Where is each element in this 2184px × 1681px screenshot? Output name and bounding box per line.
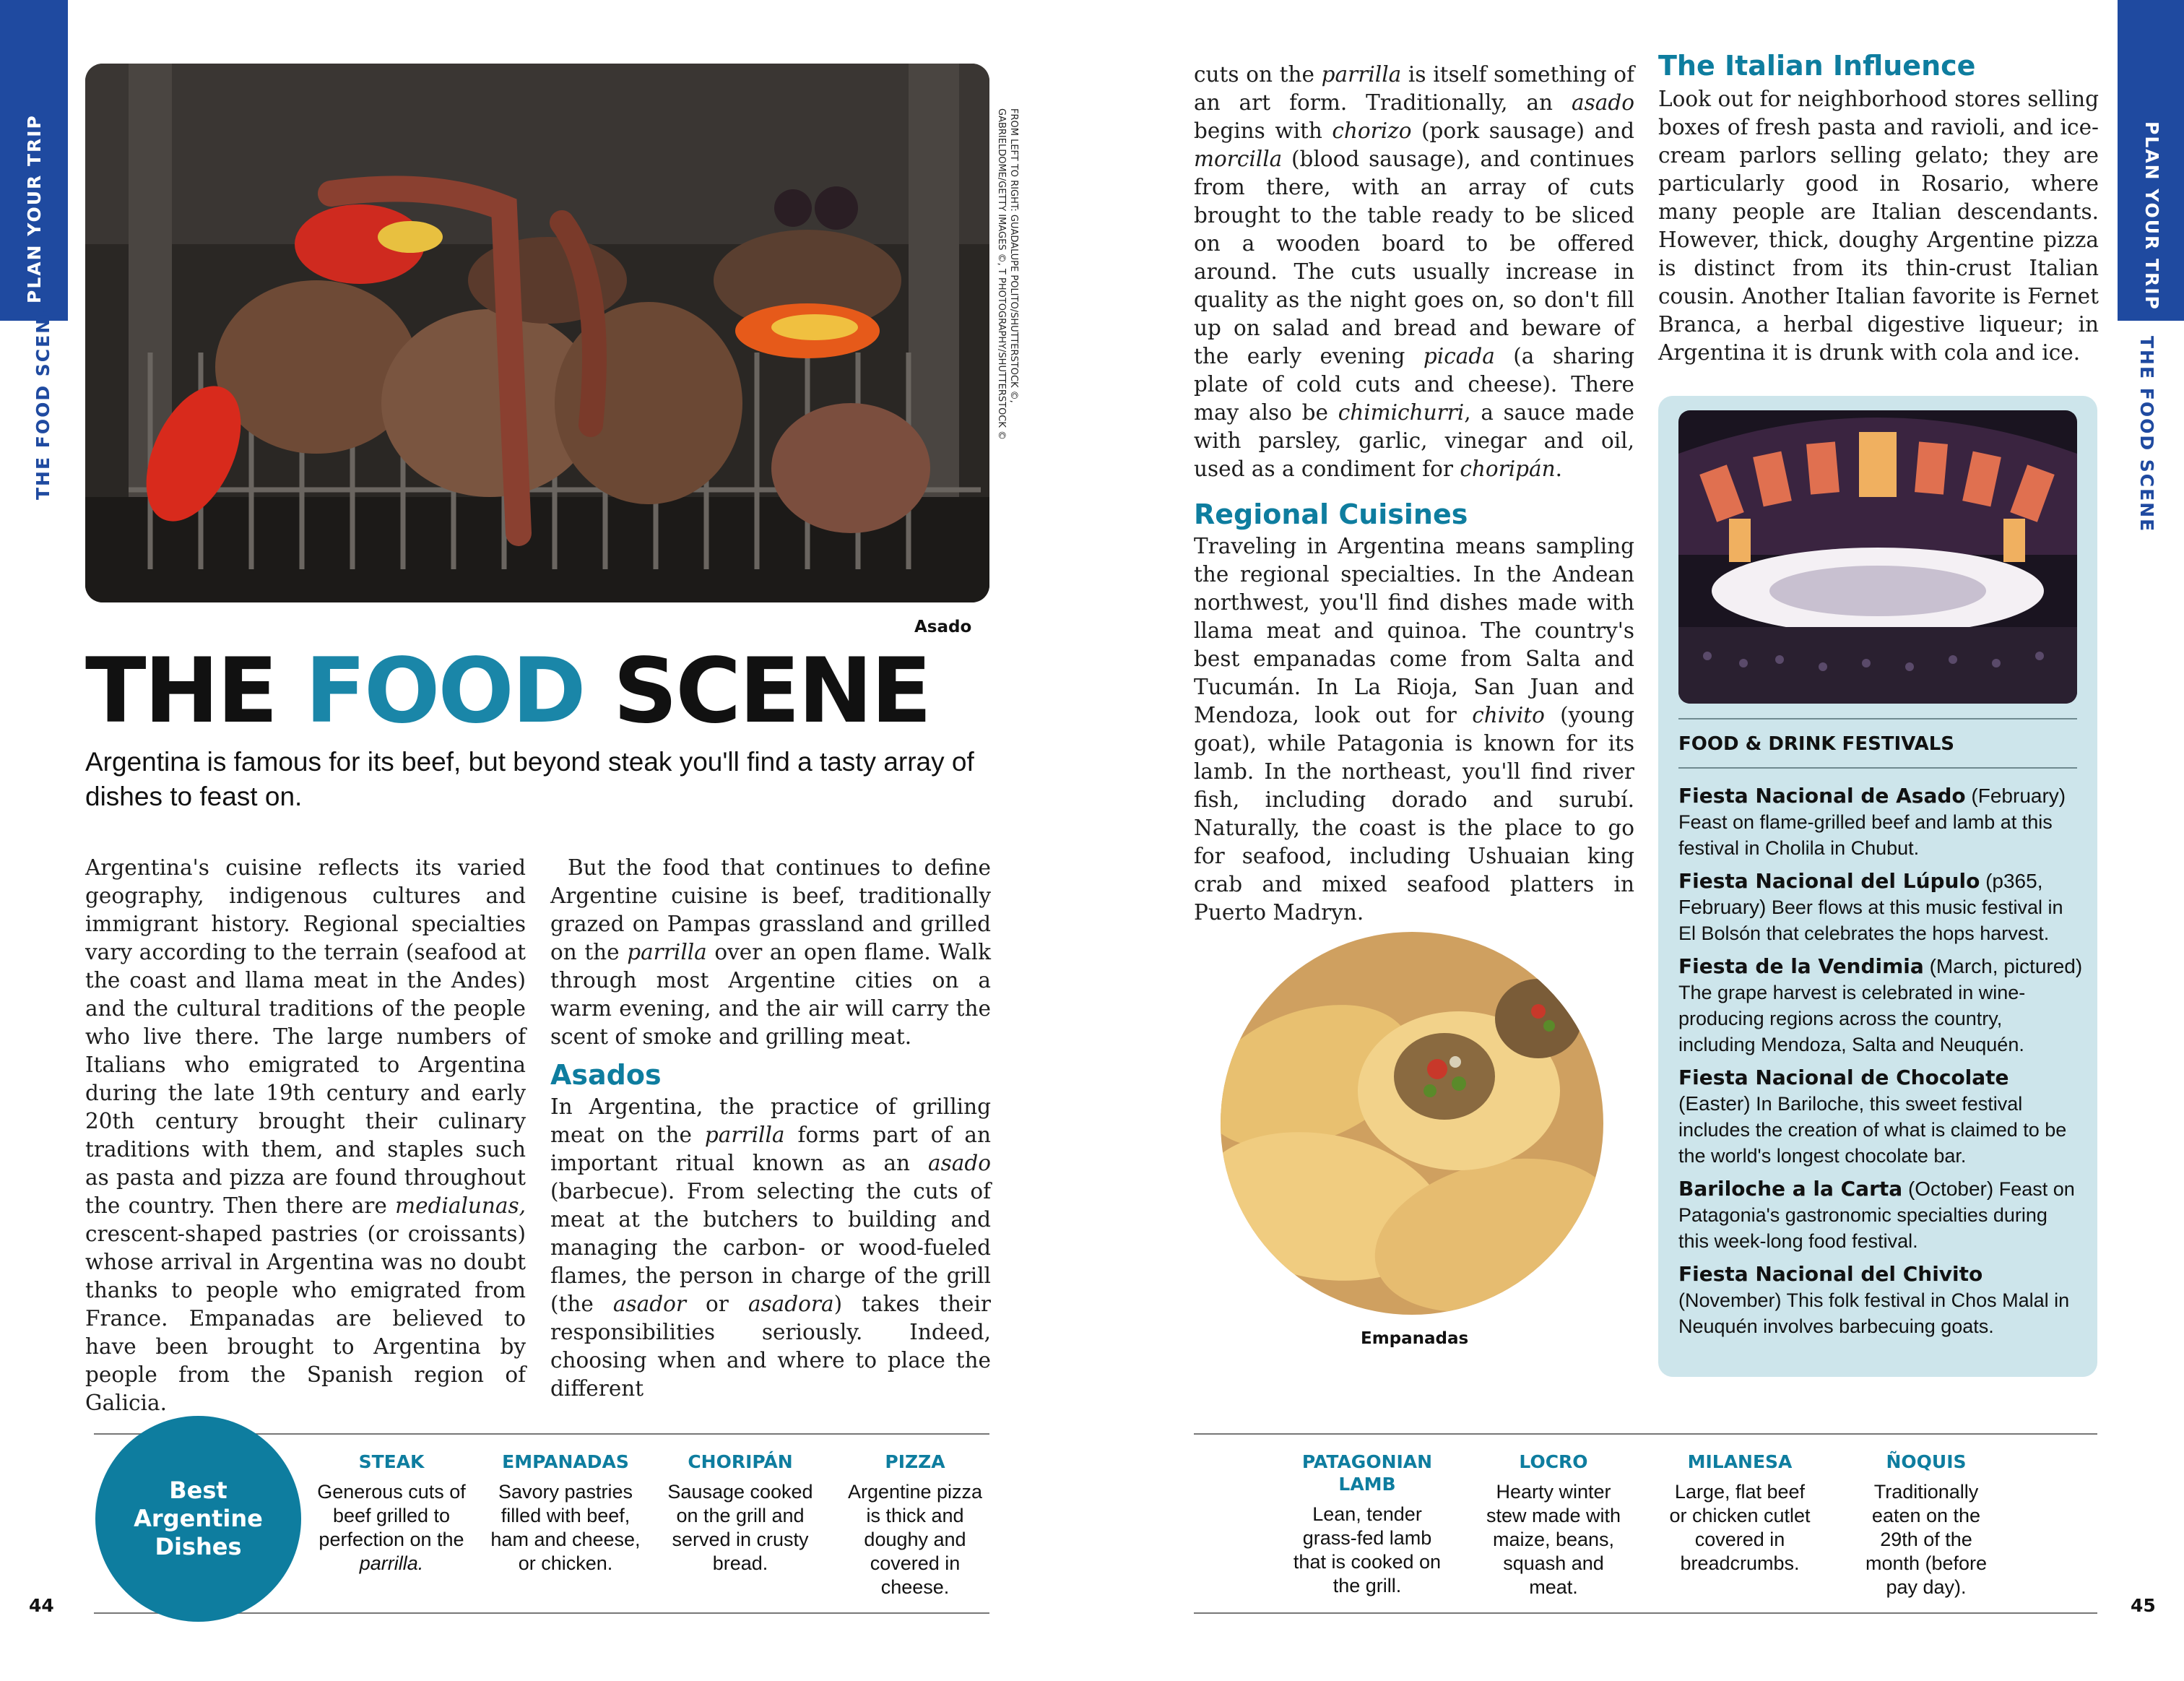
- festivals-sidebar: [1658, 396, 2097, 1377]
- asado-photo: [85, 64, 989, 602]
- dish-name: PIZZA: [885, 1451, 945, 1472]
- festivals-heading: FOOD & DRINK FESTIVALS: [1678, 733, 1954, 755]
- side-tab-label: PLAN YOUR TRIP: [24, 114, 45, 303]
- strip-rule-top: [1194, 1433, 2097, 1435]
- dish-description: Hearty winter stew made with maize, beans, squash and meat.: [1486, 1481, 1621, 1598]
- dish-name: STEAK: [358, 1451, 425, 1472]
- body-column-2: But the food that continues to define Argentine cuisine is beef, traditionally grazed on Pampas grassland and grilled on the parrilla over an open flame. Walk through most Argentine cities on a warm evening, and the air will carry the scent of smoke and grilling meat. Asados In Argentina, the practice of grilling meat on the parrilla forms part of an important ritual known as an asado (barbecue). From selecting the cuts of meat at the butchers to building and managing the carbon- or wood-fueled flames, the person in charge of the grill (the asador or asadora) takes their responsibilities seriously. Indeed, choosing when and where to place the different: [550, 855, 992, 1401]
- vendimia-photo: [1678, 410, 2077, 704]
- dish-description: Argentine pizza is thick and doughy and covered in cheese.: [847, 1481, 983, 1598]
- page-number-right: 45: [2131, 1595, 2156, 1616]
- festival-item: Fiesta Nacional de Chocolate (Easter) In Bariloche, this sweet festival includes the creation of what is claimed to be the world's longest chocolate bar.: [1678, 1066, 2067, 1167]
- festival-item: Bariloche a la Carta (October) Feast on Patagonia's gastronomic specialties during this week-long food festival.: [1678, 1177, 2075, 1252]
- dish-item: [1664, 1451, 1816, 1576]
- body-column-3: cuts on the parrilla is itself something of an art form. Traditionally, an asado begins with chorizo (pork sausage) and morcilla (blood sausage), and continues from there, with an array of cuts brought to the table ready to be sliced on a wooden board to be offered around. The cuts usually increase in quality as the night goes on, so don't fill up on salad and bread and beware of the early evening picada (a sharing plate of cold cuts and cheese). There may also be chimichurri, a sauce made with parsley, garlic, vinegar and oil, used as a condiment for choripán. Regional Cuisines Traveling in Argentina means sampling the regional specialties. In the Andean northwest, you'll find dishes made with llama meat and quinoa. The country's best empanadas come from Salta and Tucumán. In La Rioja, San Juan and Mendoza, look out for chivito (young goat), while Patagonia is known for its lamb. In the northeast, you'll find river fish, including dorado and surubí. Naturally, the coast is the place to go for seafood, including Ushuaian king crab and mixed seafood platters in Puerto Madryn.: [1194, 62, 1635, 925]
- empanadas-caption: Empanadas: [1361, 1329, 1469, 1348]
- dish-description: Traditionally eaten on the 29th of the month (before pay day).: [1865, 1481, 1988, 1598]
- body-column-4: The Italian Influence Look out for neighborhood stores selling boxes of fresh pasta and ravioli, and ice-cream parlors selling gelato; they are particularly good in Rosario, where many people are Italian descendants. However, thick, doughy Argentine pizza is distinct from its thin-crust Italian cousin. Another Italian favorite is Fernet Branca, a herbal digestive liqueur; in Argentina it is drunk with cola and ice.: [1658, 50, 2099, 365]
- asados-heading: Asados: [550, 1059, 662, 1091]
- dish-item: [1291, 1451, 1443, 1598]
- divider: [1678, 767, 2077, 769]
- dish-item: [664, 1451, 816, 1576]
- dish-name: LOCRO: [1519, 1451, 1588, 1472]
- dish-description: Generous cuts of beef grilled to perfection on the parrilla.: [317, 1481, 466, 1574]
- divider: [1678, 718, 2077, 719]
- body-column-1: Argentina's cuisine reflects its varied geography, indigenous cultures and immigrant history. Regional specialties vary according to the terrain (seafood at the coast and llama meat in the Andes) and the cultural traditions of the people who live there. The large numbers of Italians who emigrated to Argentina during the late 19th century and early 20th century brought their culinary traditions with them, and staples such as pasta and pizza are found throughout the country. Then there are medialunas, crescent-shaped pastries (or croissants) whose arrival in Argentina was no doubt thanks to people who emigrated from France. Empanadas are believed to have been brought to Argentina by people from the Spanish region of Galicia.: [85, 855, 526, 1415]
- dish-name: PATAGONIAN LAMB: [1301, 1451, 1433, 1495]
- dish-item: [839, 1451, 991, 1599]
- festival-item: Fiesta Nacional del Chivito (November) This folk festival in Chos Malal in Neuquén involves barbecuing goats.: [1678, 1262, 2070, 1337]
- side-tab-label: PLAN YOUR TRIP: [2141, 121, 2162, 311]
- dish-description: Savory pastries filled with beef, ham and cheese, or chicken.: [490, 1481, 641, 1574]
- best-dishes-badge: Best Argentine Dishes: [95, 1416, 301, 1622]
- regional-cuisines-heading: Regional Cuisines: [1194, 498, 1468, 530]
- dish-name: MILANESA: [1687, 1451, 1793, 1472]
- italian-influence-heading: The Italian Influence: [1658, 50, 1976, 82]
- dish-name: CHORIPÁN: [688, 1451, 793, 1472]
- festival-item: Fiesta Nacional de Asado (February) Feast on flame-grilled beef and lamb at this festival in Cholila in Chubut.: [1678, 784, 2066, 859]
- page-title: THE FOOD SCENE: [85, 639, 930, 743]
- dish-description: Sausage cooked on the grill and served in crusty bread.: [667, 1481, 813, 1574]
- dish-name: ÑOQUIS: [1886, 1451, 1967, 1472]
- festival-item: Fiesta Nacional del Lúpulo (p365, February) Beer flows at this music festival in El Bolsón that celebrates the hops harvest.: [1678, 869, 2063, 944]
- lede: Argentina is famous for its beef, but beyond steak you'll find a tasty array of dishes to feast on.: [85, 747, 974, 811]
- dish-description: Lean, tender grass-fed lamb that is cooked on the grill.: [1293, 1503, 1442, 1596]
- strip-rule-bottom: [1194, 1612, 2097, 1614]
- side-tab-left: [0, 0, 68, 321]
- asado-caption: Asado: [914, 618, 972, 636]
- side-section-label: THE FOOD SCENE: [32, 303, 53, 500]
- side-tab-right: [2118, 0, 2184, 321]
- dish-item: [316, 1451, 467, 1576]
- side-section-label: THE FOOD SCENE: [2136, 336, 2157, 533]
- dish-item: [1478, 1451, 1629, 1599]
- festival-list: [1678, 783, 2083, 1339]
- dish-item: [1850, 1451, 2002, 1599]
- dish-description: Large, flat beef or chicken cutlet covered in breadcrumbs.: [1669, 1481, 1811, 1574]
- empanadas-photo: [1221, 932, 1603, 1315]
- dish-name: EMPANADAS: [502, 1451, 629, 1472]
- festival-item: Fiesta de la Vendimia (March, pictured) The grape harvest is celebrated in wine-producing regions across the country, including Mendoza, Salta and Neuquén.: [1678, 954, 2083, 1055]
- page-number-left: 44: [29, 1595, 54, 1616]
- dish-item: [490, 1451, 641, 1576]
- photo-credit: FROM LEFT TO RIGHT: GUADALUPE POLITO/SHUTTERSTOCK ©, GABRIELDOME/GETTY IMAGES ©, T PHOTOGRAPHY/SHUTTERSTOCK ©: [996, 108, 1019, 441]
